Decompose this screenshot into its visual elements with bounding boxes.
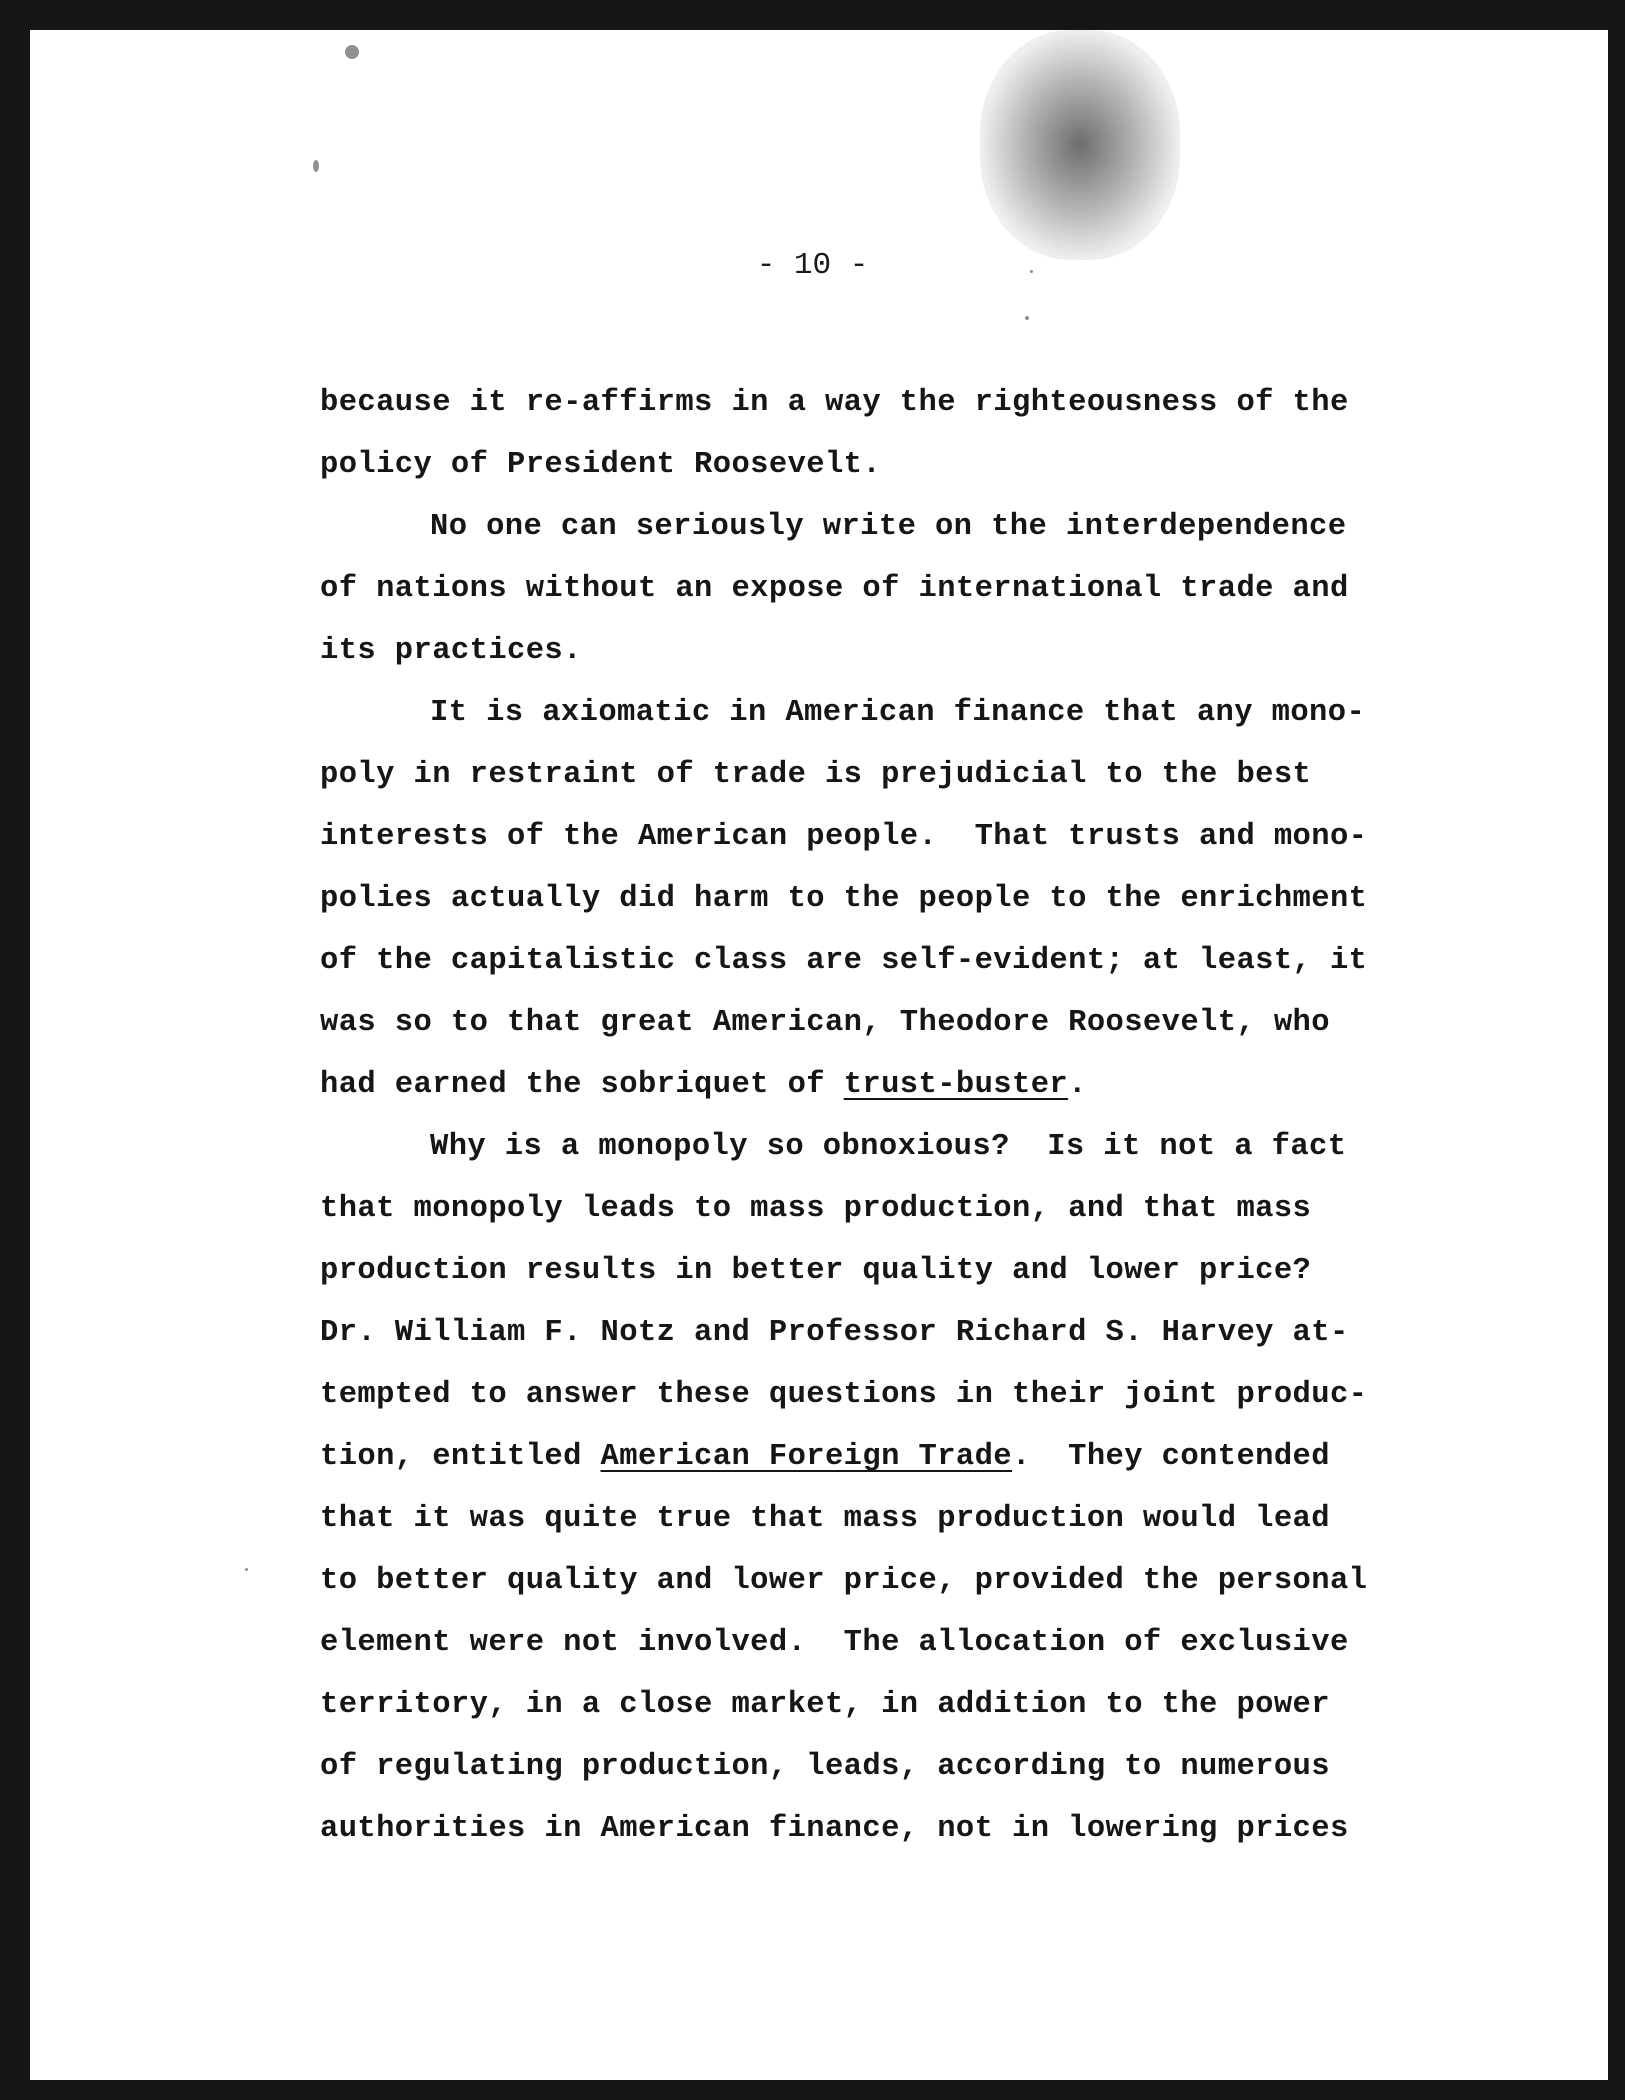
text-line: polies actually did harm to the people to the enrichment [320,882,1368,916]
text-line: its practices. [320,634,582,668]
ink-smudge [980,30,1180,260]
text-line: policy of President Roosevelt. [320,448,882,482]
text-line: element were not involved. The allocation of exclusive [320,1626,1349,1660]
text-line: was so to that great American, Theodore Roosevelt, who [320,1006,1330,1040]
text-line: that monopoly leads to mass production, and that mass [320,1192,1312,1226]
text-line: that it was quite true that mass production would lead [320,1502,1330,1536]
text-line: of nations without an expose of international trade and [320,572,1349,606]
page-number: - 10 - [756,248,869,283]
text-line: It is axiomatic in American finance that any mono- [430,696,1366,730]
text-line: of the capitalistic class are self-evident; at least, it [320,944,1368,978]
text-line: No one can seriously write on the interdependence [430,510,1347,544]
text-line: to better quality and lower price, provided the personal [320,1564,1368,1598]
speck [245,1568,248,1571]
underlined-term: trust-buster [843,1068,1069,1102]
text-segment: . [1068,1068,1087,1102]
text-line: interests of the American people. That trusts and mono- [320,820,1368,854]
underlined-book-title: American Foreign Trade [600,1440,1013,1474]
text-line: poly in restraint of trade is prejudicial to the best [320,758,1312,792]
text-line: Dr. William F. Notz and Professor Richard S. Harvey at- [320,1316,1349,1350]
text-line [320,1054,1380,1116]
text-line: Why is a monopoly so obnoxious? Is it not a fact [430,1130,1347,1164]
speck [1025,316,1029,320]
text-segment: tion, entitled [320,1440,601,1474]
text-line: tempted to answer these questions in their joint produc- [320,1378,1368,1412]
text-line: authorities in American finance, not in lowering prices [320,1812,1349,1846]
text-line [320,1426,1380,1488]
speck [345,45,359,59]
text-segment: had earned the sobriquet of [320,1068,844,1102]
text-segment: . They contended [1012,1440,1330,1474]
text-line: of regulating production, leads, according to numerous [320,1750,1330,1784]
text-line: production results in better quality and lower price? [320,1254,1312,1288]
speck [313,160,319,172]
text-line: because it re-affirms in a way the righteousness of the [320,386,1349,420]
text-line: territory, in a close market, in addition to the power [320,1688,1330,1722]
body-text [320,372,1380,1860]
